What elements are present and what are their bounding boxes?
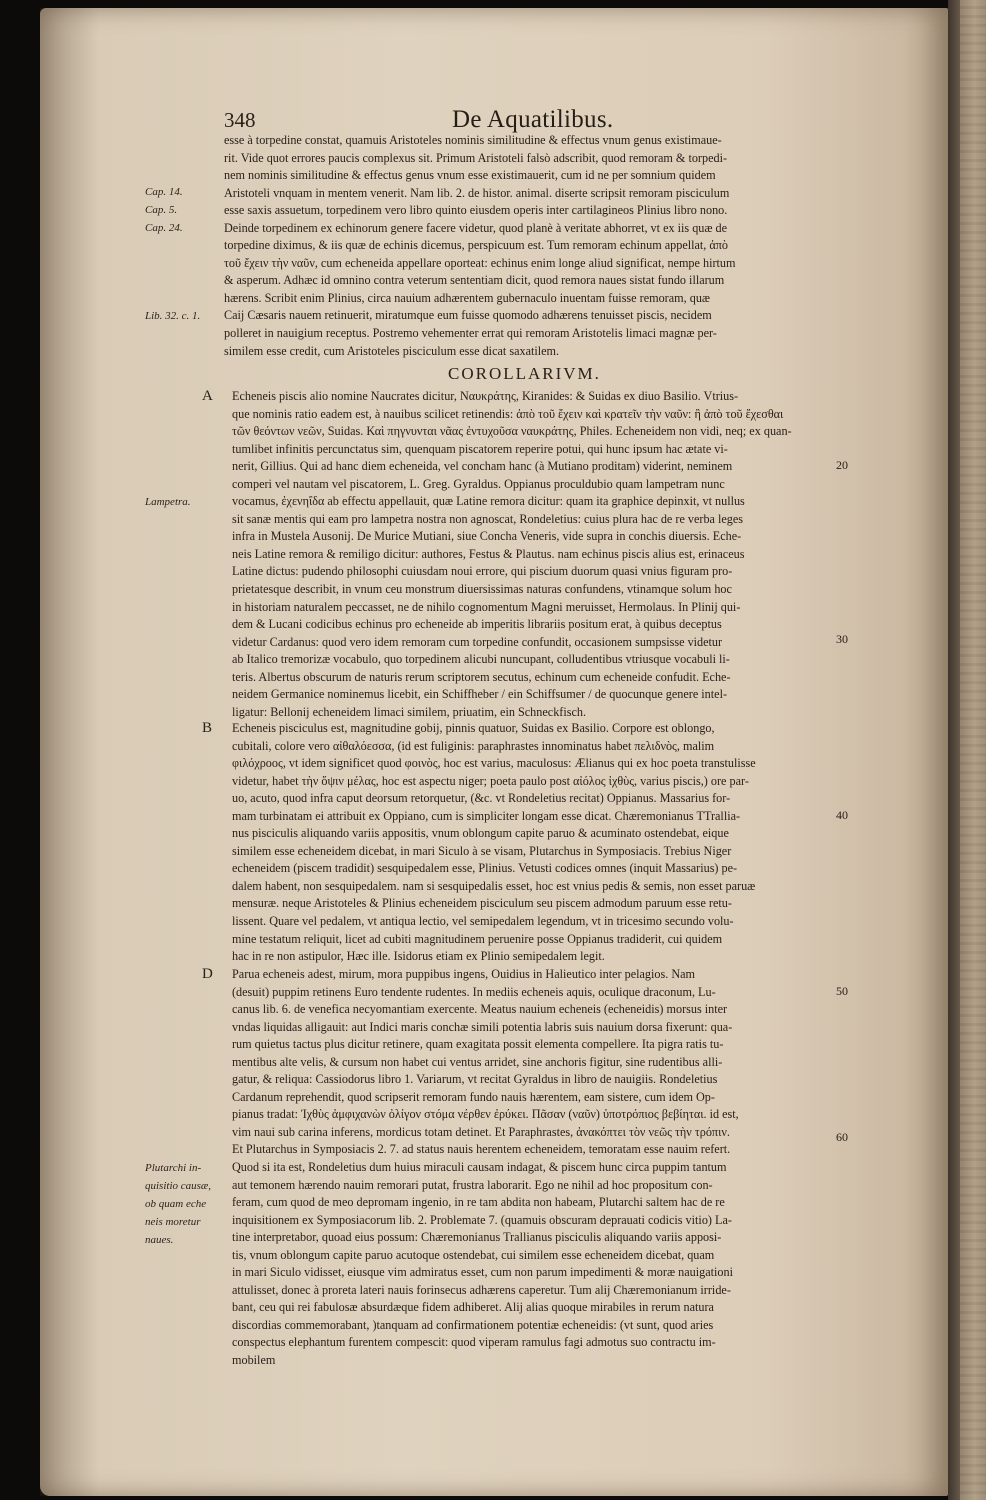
text-line: rum quietus tactus plus dicitur retinere, quam exagitata possit elementa compellere. Ita pigra ratis tu- <box>232 1037 724 1052</box>
text-line: in historiam naturalem peccasset, ne de nihilo cognomentum Magni meruisset, Hermolaus. In Plinij qui- <box>232 599 741 614</box>
section-b-text <box>232 720 844 966</box>
text-line: echeneidem (piscem tradidit) sesquipedalem esse, Plinius. Vetusti codices omnes (inquit Massarius) pe- <box>232 861 738 876</box>
text-line: Quod si ita est, Rondeletius dum huius miraculi causam indagat, & piscem hunc circa puppim tantum <box>232 1160 727 1175</box>
text-line: Latine dictus: pudendo philosophi cuiusdam noui errore, qui piscium duorum quasi vnius figuram pro- <box>232 564 733 579</box>
text-line: Caij Cæsaris nauem retinuerit, miratumque eum fuisse quomodo adhærens tenuisset piscis, necidem <box>224 308 712 323</box>
text-line: infra in Mustela Ausonij. De Murice Mutiani, siue Concha Veneris, vide supra in conchis diuersis. Eche- <box>232 529 742 544</box>
text-line: torpedine diximus, & iis quæ de echinis dicemus, perspicuum est. Tum remoram echinum appellat, ἀπὸ <box>224 238 729 253</box>
text-line: feram, cum quod de meo depromam ingenio, in re tam abdita non habeam, Plutarchi saltem hac de re <box>232 1195 725 1210</box>
page-number: 348 <box>224 108 256 132</box>
text-line: ab Italico tremorizæ vocabulo, quo torpedinem alicubi nuncupant, colludentibus vtriusque vocabuli li- <box>232 652 730 667</box>
text-line: discordias commemorabant, )tanquam ad confirmationem potentiæ echeneidis: (vt sunt, quod aries <box>232 1317 714 1332</box>
margin-note: Cap. 24. <box>145 222 183 234</box>
text-line: teris. Albertus obscurum de naturis rerum scriptorem secutus, echinum cum echeneide confudit. Eche- <box>232 669 731 684</box>
text-line: attulisset, donec à proreta lateri nauis forinsecus adhærens caperetur. Tum alij Chæremonianum irride- <box>232 1282 731 1297</box>
text-line: comperi vel nautam vel piscatorem, L. Greg. Gyraldus. Oppianus proculdubio quam lampetram nunc <box>232 476 725 491</box>
text-line: conspectus elephantum furentem compescit: quod viperam ramulus fagi admotus suo contractu im- <box>232 1335 716 1350</box>
line-number-20: 20 <box>836 458 848 472</box>
text-line: esse à torpedine constat, quamuis Aristoteles nominis similitudine & effectus vnum genus existimaue- <box>224 133 722 147</box>
text-line: esse saxis assuetum, torpedinem vero libro quinto eiusdem operis inter cartilagineos Plinius libro nono. <box>224 203 728 218</box>
intro-paragraph <box>224 132 844 360</box>
text-line: vim naui sub carina inferens, mordicus totam detinet. Et Paraphrastes, ἀνακόπτει τὸν νεῶς τὴν τρόπιν. <box>232 1124 730 1139</box>
text-line: mine testatum reliquit, licet ad cubiti magnitudinem peruenire posse Oppianus tradiderit, cui quidem <box>232 931 723 946</box>
text-line: videtur, habet τὴν ὄψιν μέλας, hoc est aspectu niger; poeta paulo post αἰόλος ἰχθὺς, varius piscis,) ore par- <box>232 773 749 788</box>
margin-note-plutarch-2: quisitio causæ, <box>145 1180 212 1192</box>
text-line: Et Plutarchus in Symposiacis 2. 7. ad status nauis herentem echeneidem, temoratam esse nauim refert. <box>232 1142 731 1157</box>
text-line: pianus tradat: Ἰχθὺς ἀμφιχανὼν ὀλίγον στόμα νέρθεν ἐρύκει. Πᾶσαν (ναῦν) ὑποτρόπιος βεβίηται. id est, <box>232 1107 739 1122</box>
text-line: τοῦ ἔχειν τὴν ναῦν, cum echeneida appellare oporteat: echinus enim longe aliud significat, nempe hirtum <box>224 255 736 270</box>
text-line: uo, acuto, quod infra caput deorsum retorquetur, (&c. vt Rondeletius recitat) Oppianus. Massarius for- <box>232 791 731 806</box>
section-d-text <box>232 966 844 1370</box>
section-title: COROLLARIVM. <box>448 364 601 383</box>
text-line: que nominis ratio eadem est, à nauibus scilicet retinendis: ἀπὸ τοῦ ἔχειν καὶ κρατεῖν τὴν ναῦν: ἢ ἀπὸ τοῦ ἔχεσθαι <box>232 406 784 421</box>
text-line: tine interpretabor, quoad eius possum: Chæremonianus Trallianus pisciculis aliquando variis apposi- <box>232 1230 722 1245</box>
text-line: tis, vnum oblongum capite paruo acutoque ostendebat, cui similem esse echeneidem dicebat, quam <box>232 1247 715 1262</box>
section-letter-b: B <box>202 720 213 736</box>
text-line: similem esse echeneidem dicebat, in mari Siculo à se visam, Plutarchus in Symposiacis. Trebius Niger <box>232 843 732 858</box>
text-line: φιλόχροος, vt idem significet quod φοινὸς, hoc est varius, maculosus: Ælianus qui ex hoc poeta transtulisse <box>232 756 756 771</box>
text-line: neis Latine remora & remiligo dicitur: authores, Festus & Plautus. nam echinus piscis alius est, erinaceus <box>232 546 745 561</box>
margin-note-plutarch-5: naues. <box>145 1234 174 1246</box>
text-line: τῶν θεόντων νεῶν, Suidas. Καὶ πηγνυνται νᾶας ἐντυχοῦσα ναυκράτης, Philes. Echeneidem non vidi, neq; ex quan- <box>232 424 792 439</box>
line-number-40: 40 <box>836 808 848 822</box>
text-line: mam turbinatam ei attribuit ex Oppiano, cum is simpliciter longam esse dicat. Chæremonianus TTrallia- <box>232 808 741 823</box>
text-line: sit sanæ mentis qui eam pro lampetra nostra non agnoscat, Rondeletius: cuius plura hac de re verba leges <box>232 511 744 526</box>
running-head: De Aquatilibus. <box>452 106 614 133</box>
margin-note-plutarch-4: neis moretur <box>145 1216 201 1228</box>
line-number-50: 50 <box>836 984 848 998</box>
text-line: dalem habent, non sesquipedalem. nam si sesquipedalis esset, hoc est vnius pedis & semis, non esset paruæ <box>232 878 756 893</box>
text-line: Parua echeneis adest, mirum, mora puppibus ingens, Ouidius in Halieutico inter pelagios. Nam <box>232 967 696 981</box>
text-line: inquisitionem ex Symposiacorum lib. 2. Problemate 7. (quamuis obscuram deprauati codicis vitio) La- <box>232 1212 732 1227</box>
text-line: Echeneis piscis alio nomine Naucrates dicitur, Ναυκράτης, Kiranides: & Suidas ex diuo Basilio. Vtrius- <box>232 389 739 403</box>
text-line: vndas liquidas alligauit: aut Indici maris conchæ simili potentia labris suis nauium dorsa fixerunt: qua- <box>232 1019 733 1034</box>
margin-note: Lib. 32. c. 1. <box>145 310 201 322</box>
text-line: canus lib. 6. de venefica necyomantiam exercente. Meatus nauium echeneis (echeneidis) morsus inter <box>232 1002 728 1017</box>
text-line: gatur, & reliqua: Cassiodorus libro 1. Variarum, vt recitat Gyraldus in libro de nauigiis. Rondeletius <box>232 1072 718 1087</box>
section-letter-d: D <box>202 966 213 982</box>
text-line: aut temonem hærendo nauim remorari putat, frustra laborarit. Ego ne nihil ad hoc propositum con- <box>232 1177 713 1192</box>
text-line: Aristoteli vnquam in mentem venerit. Nam lib. 2. de histor. animal. diserte scripsit remoram pisciculum <box>224 185 730 200</box>
text-line: neidem Germanice nominemus licebit, ein Schiffheber / ein Schiffsumer / de quocunque genere intel- <box>232 687 728 702</box>
text-line: lissent. Quare vel pedalem, vt antiqua lectio, vel semipedalem legendum, vt in tricesimo secundo volu- <box>232 914 734 929</box>
margin-note-lampetra: Lampetra. <box>145 496 191 508</box>
text-line: videtur Cardanus: quod vero idem remoram cum torpedine confundit, occasionem sumpsisse videtur <box>232 634 723 649</box>
text-line: (desuit) puppim retinens Euro tendente rudentes. In mediis echeneis aquis, oculique draconum, Lu- <box>232 984 716 999</box>
text-line: dem & Lucani codicibus echinus pro echeneide ab imperitis librariis positum erat, à quibus deceptus <box>232 617 722 632</box>
text-line: nus pisciculis aliquando variis appositis, vnum oblongum capite paruo & acuminato ostendebat, eique <box>232 826 729 841</box>
margin-note-plutarch-3: ob quam eche <box>145 1198 207 1210</box>
text-line: Echeneis pisciculus est, magnitudine gobij, pinnis quatuor, Suidas ex Basilio. Corpore est oblongo, <box>232 721 715 735</box>
text-line: vocamus, ἐχενηΐδα ab effectu appellauit, quæ Latine remora dicitur: quam ita graphice depinxit, vt nullus <box>232 494 745 509</box>
text-line: mensuræ. neque Aristoteles & Plinius echeneidem pisciculum seu piscem admodum paruum esse retu- <box>232 896 732 911</box>
line-number-30: 30 <box>836 632 848 646</box>
facing-page-edge <box>960 0 986 1500</box>
margin-note: Cap. 14. <box>145 186 183 198</box>
text-line: Cardanum reprehendit, quod scripserit remoram fundo nauis hærentem, eam sistere, cum idem Op- <box>232 1089 715 1104</box>
text-line: mobilem <box>232 1353 276 1368</box>
text-line: Deinde torpedinem ex echinorum genere facere videtur, quod planè à veritate abhorret, vt ex iis quæ de <box>224 220 728 235</box>
text-line: nerit, Gillius. Qui ad hanc diem echeneida, vel concham hanc (à Mutiano proditam) viderint, neminem <box>232 459 733 474</box>
text-line: in mari Siculo vidisset, eiusque vim admiratus esset, cum non parum impedimenti & moræ nauigationi <box>232 1265 733 1280</box>
text-line: hærens. Scribit enim Plinius, circa nauium adhærentem gubernaculo inuentam fuisse remoram, quæ <box>224 290 711 305</box>
text-line: tumlibet infinitis percunctatus sim, quenquam piscatorem reperire potui, qui hunc ipsum hac ætate vi- <box>232 441 728 456</box>
margin-note: Cap. 5. <box>145 204 178 216</box>
text-line: polleret in nauigium receptus. Postremo vehementer errat qui remoram Aristotelis limaci magnæ per- <box>224 326 717 341</box>
text-line: nem nominis similitudine & effectus genus vnum esse existimauerit, cum id ne per somnium quidem <box>224 168 716 183</box>
text-line: ligatur: Bellonij echeneidem limaci similem, priuatim, ein Schneckfisch. <box>232 704 587 719</box>
text-line: bant, ceu qui rei fabulosæ absurdæque fidem adhiberet. Alij alias quoque mirabiles in rerum natura <box>232 1300 714 1315</box>
text-line: hac in re non astipulor, Hæc ille. Isidorus etiam ex Plinio semipedalem legit. <box>232 949 605 964</box>
section-a-text <box>232 388 844 721</box>
text-line: & asperum. Adhæc id omnino contra veterum sententiam dicit, quod remora naues sistat fundo illarum <box>224 273 725 288</box>
text-line: similem esse credit, cum Aristoteles pisciculum esse dicat saxatilem. <box>224 343 560 358</box>
section-letter-a: A <box>202 388 213 404</box>
text-line: mentibus alte velis, & cursum non habet cui ventus arridet, sine anchoris figitur, sine rudentibus alli- <box>232 1054 723 1069</box>
text-line: cubitali, colore vero αἰθαλόεσσα, (id est fuliginis: paraphrastes innominatus habet πελιδνὸς, malim <box>232 738 715 753</box>
margin-note-plutarch-1: Plutarchi in- <box>145 1162 202 1174</box>
text-line: rit. Vide quot errores paucis complexus sit. Primum Aristoteli falsò adscribit, quod remoram & torpedi- <box>224 150 728 165</box>
text-line: prietatesque describit, in vnum ceu monstrum diuersissimas naturas confundens, vtinamque solum hoc <box>232 582 732 597</box>
line-number-60: 60 <box>836 1130 848 1144</box>
